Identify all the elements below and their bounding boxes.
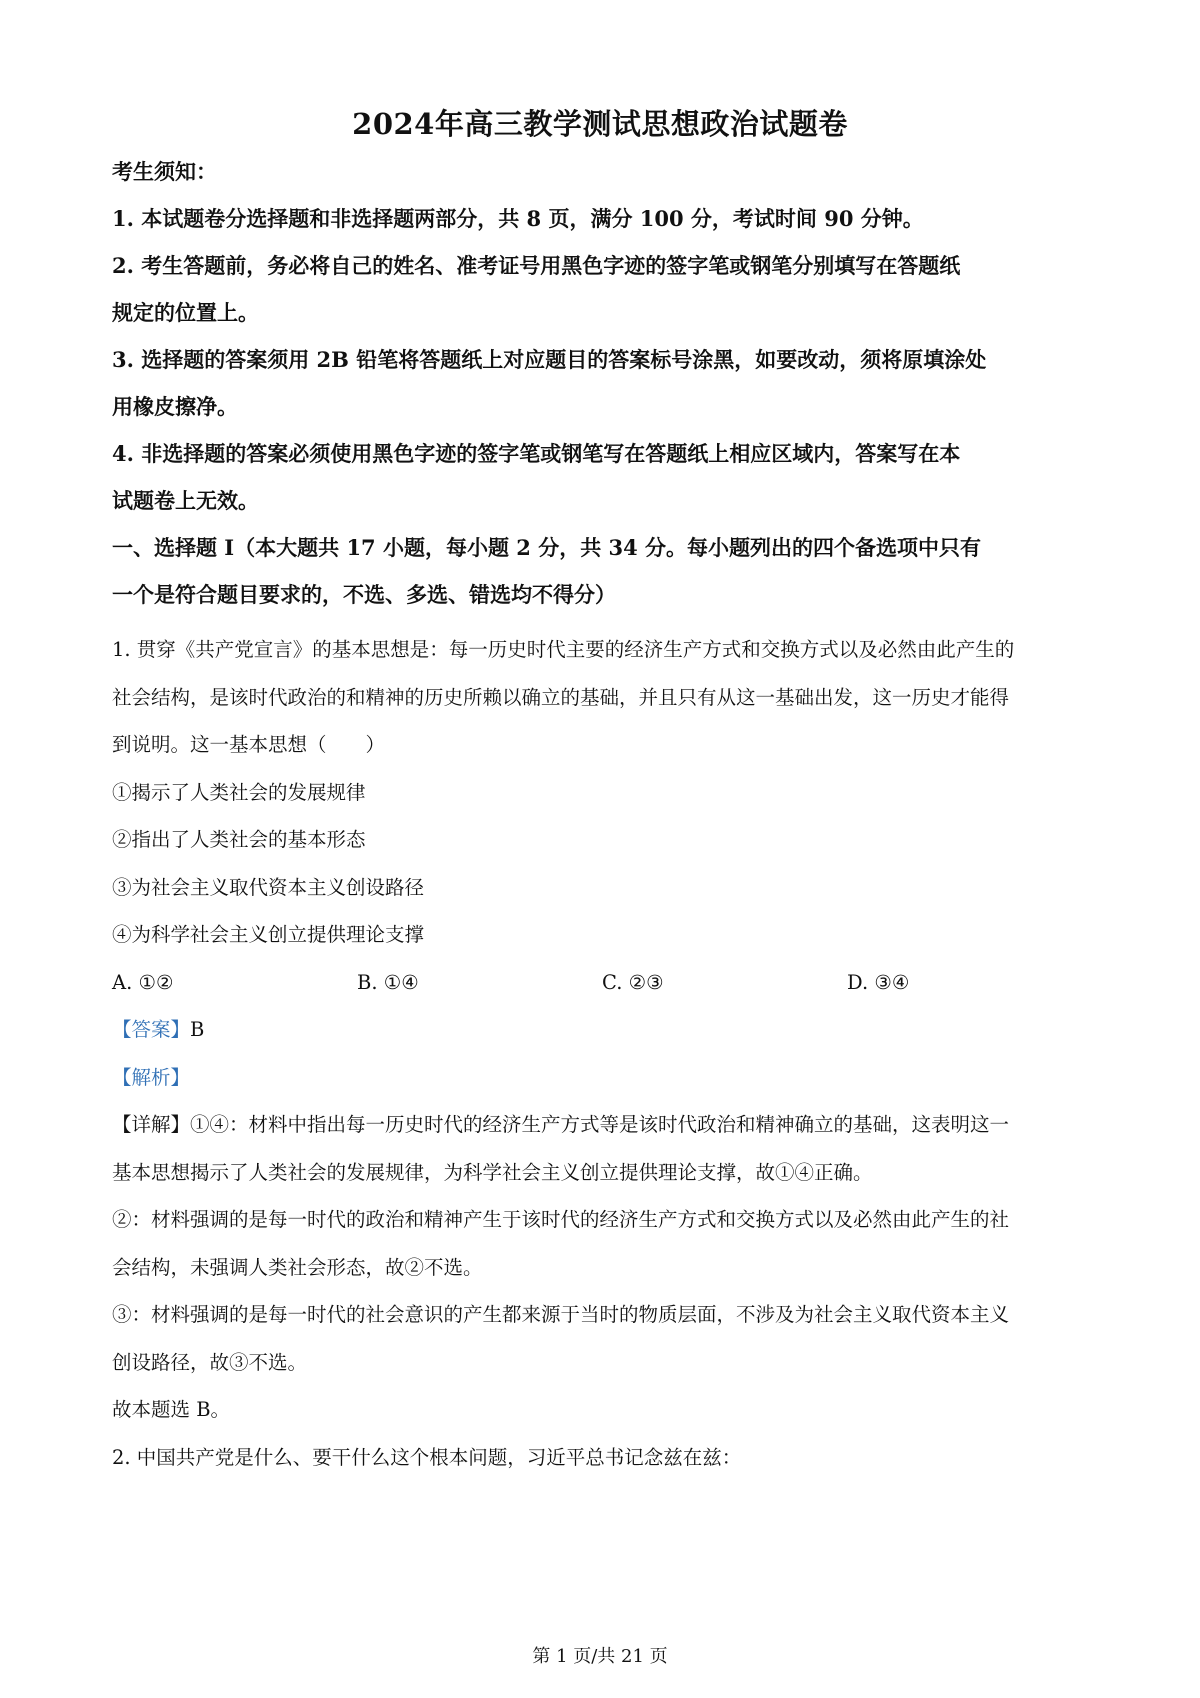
exam-notice [112, 148, 1102, 618]
q1-stem-line-1: 1. 贯穿《共产党宣言》的基本思想是：每一历史时代主要的经济生产方式和交换方式以及必然由此产生的 [112, 638, 1015, 661]
notice-item-1: 1. 本试题卷分选择题和非选择题两部分，共 8 页，满分 100 分，考试时间 90 分钟。 [112, 206, 924, 231]
q1-analysis-line-6: 创设路径，故③不选。 [112, 1350, 308, 1374]
q1-analysis-line-2: 基本思想揭示了人类社会的发展规律，为科学社会主义创立提供理论支撑，故①④正确。 [112, 1160, 873, 1184]
q1-statement-3: ③为社会主义取代资本主义创设路径 [112, 875, 425, 899]
question-1 [112, 626, 1102, 1481]
q1-analysis-line-1: 【详解】①④：材料中指出每一历史时代的经济生产方式等是该时代政治和精神确立的基础，这表明这一 [112, 1113, 1010, 1136]
notice-item-4-cont: 试题卷上无效。 [112, 488, 259, 513]
answer-value: B [190, 1018, 205, 1041]
notice-item-4: 4. 非选择题的答案必须使用黑色字迹的签字笔或钢笔写在答题纸上相应区域内，答案写在本 [112, 441, 961, 466]
notice-heading: 考生须知： [112, 159, 217, 184]
q1-statement-4: ④为科学社会主义创立提供理论支撑 [112, 923, 425, 946]
analysis-tag: 【解析】 [112, 1065, 191, 1089]
q1-option-b: B. ①④ [357, 970, 419, 994]
section-heading: 一、选择题 I（本大题共 17 小题，每小题 2 分，共 34 分。每小题列出的四个备选项中只有 [112, 535, 982, 560]
q1-option-c: C. ②③ [602, 970, 664, 994]
q1-analysis-line-4: 会结构，未强调人类社会形态，故②不选。 [112, 1255, 483, 1279]
q1-answer [112, 1006, 1102, 1054]
q1-conclusion: 故本题选 B。 [112, 1398, 231, 1421]
section-heading-cont: 一个是符合题目要求的，不选、多选、错选均不得分） [112, 582, 616, 607]
page-footer: 第 1 页/共 21 页 [532, 1646, 668, 1667]
q1-stem-line-2: 社会结构，是该时代政治的和精神的历史所赖以确立的基础，并且只有从这一基础出发，这一历史才能得 [112, 685, 1010, 709]
q1-analysis-line-3: ②：材料强调的是每一时代的政治和精神产生于该时代的经济生产方式和交换方式以及必然由此产生的社 [112, 1208, 1010, 1231]
q1-stem-line-3: 到说明。这一基本思想（ ） [112, 733, 386, 756]
q1-analysis-heading [112, 1054, 1102, 1102]
notice-item-2-cont: 规定的位置上。 [112, 300, 259, 325]
q1-statement-2: ②指出了人类社会的基本形态 [112, 828, 366, 851]
q1-option-d: D. ③④ [847, 970, 910, 994]
notice-item-2: 2. 考生答题前，务必将自己的姓名、准考证号用黑色字迹的签字笔或钢笔分别填写在答题纸 [112, 253, 961, 278]
q1-options [112, 959, 1102, 1007]
answer-tag: 【答案】 [112, 1018, 191, 1041]
q1-analysis-line-5: ③：材料强调的是每一时代的社会意识的产生都来源于当时的物质层面，不涉及为社会主义取代资本主义 [112, 1303, 1010, 1326]
notice-item-3-cont: 用橡皮擦净。 [112, 394, 238, 419]
notice-item-3: 3. 选择题的答案须用 2B 铅笔将答题纸上对应题目的答案标号涂黑，如要改动，须将原填涂处 [112, 347, 987, 372]
q1-option-a: A. ①② [112, 970, 174, 994]
q2-stem: 2. 中国共产党是什么、要干什么这个根本问题，习近平总书记念兹在兹： [112, 1445, 742, 1469]
q1-statement-1: ①揭示了人类社会的发展规律 [112, 780, 366, 804]
page-title: 2024年高三教学测试思想政治试题卷 [352, 107, 848, 141]
